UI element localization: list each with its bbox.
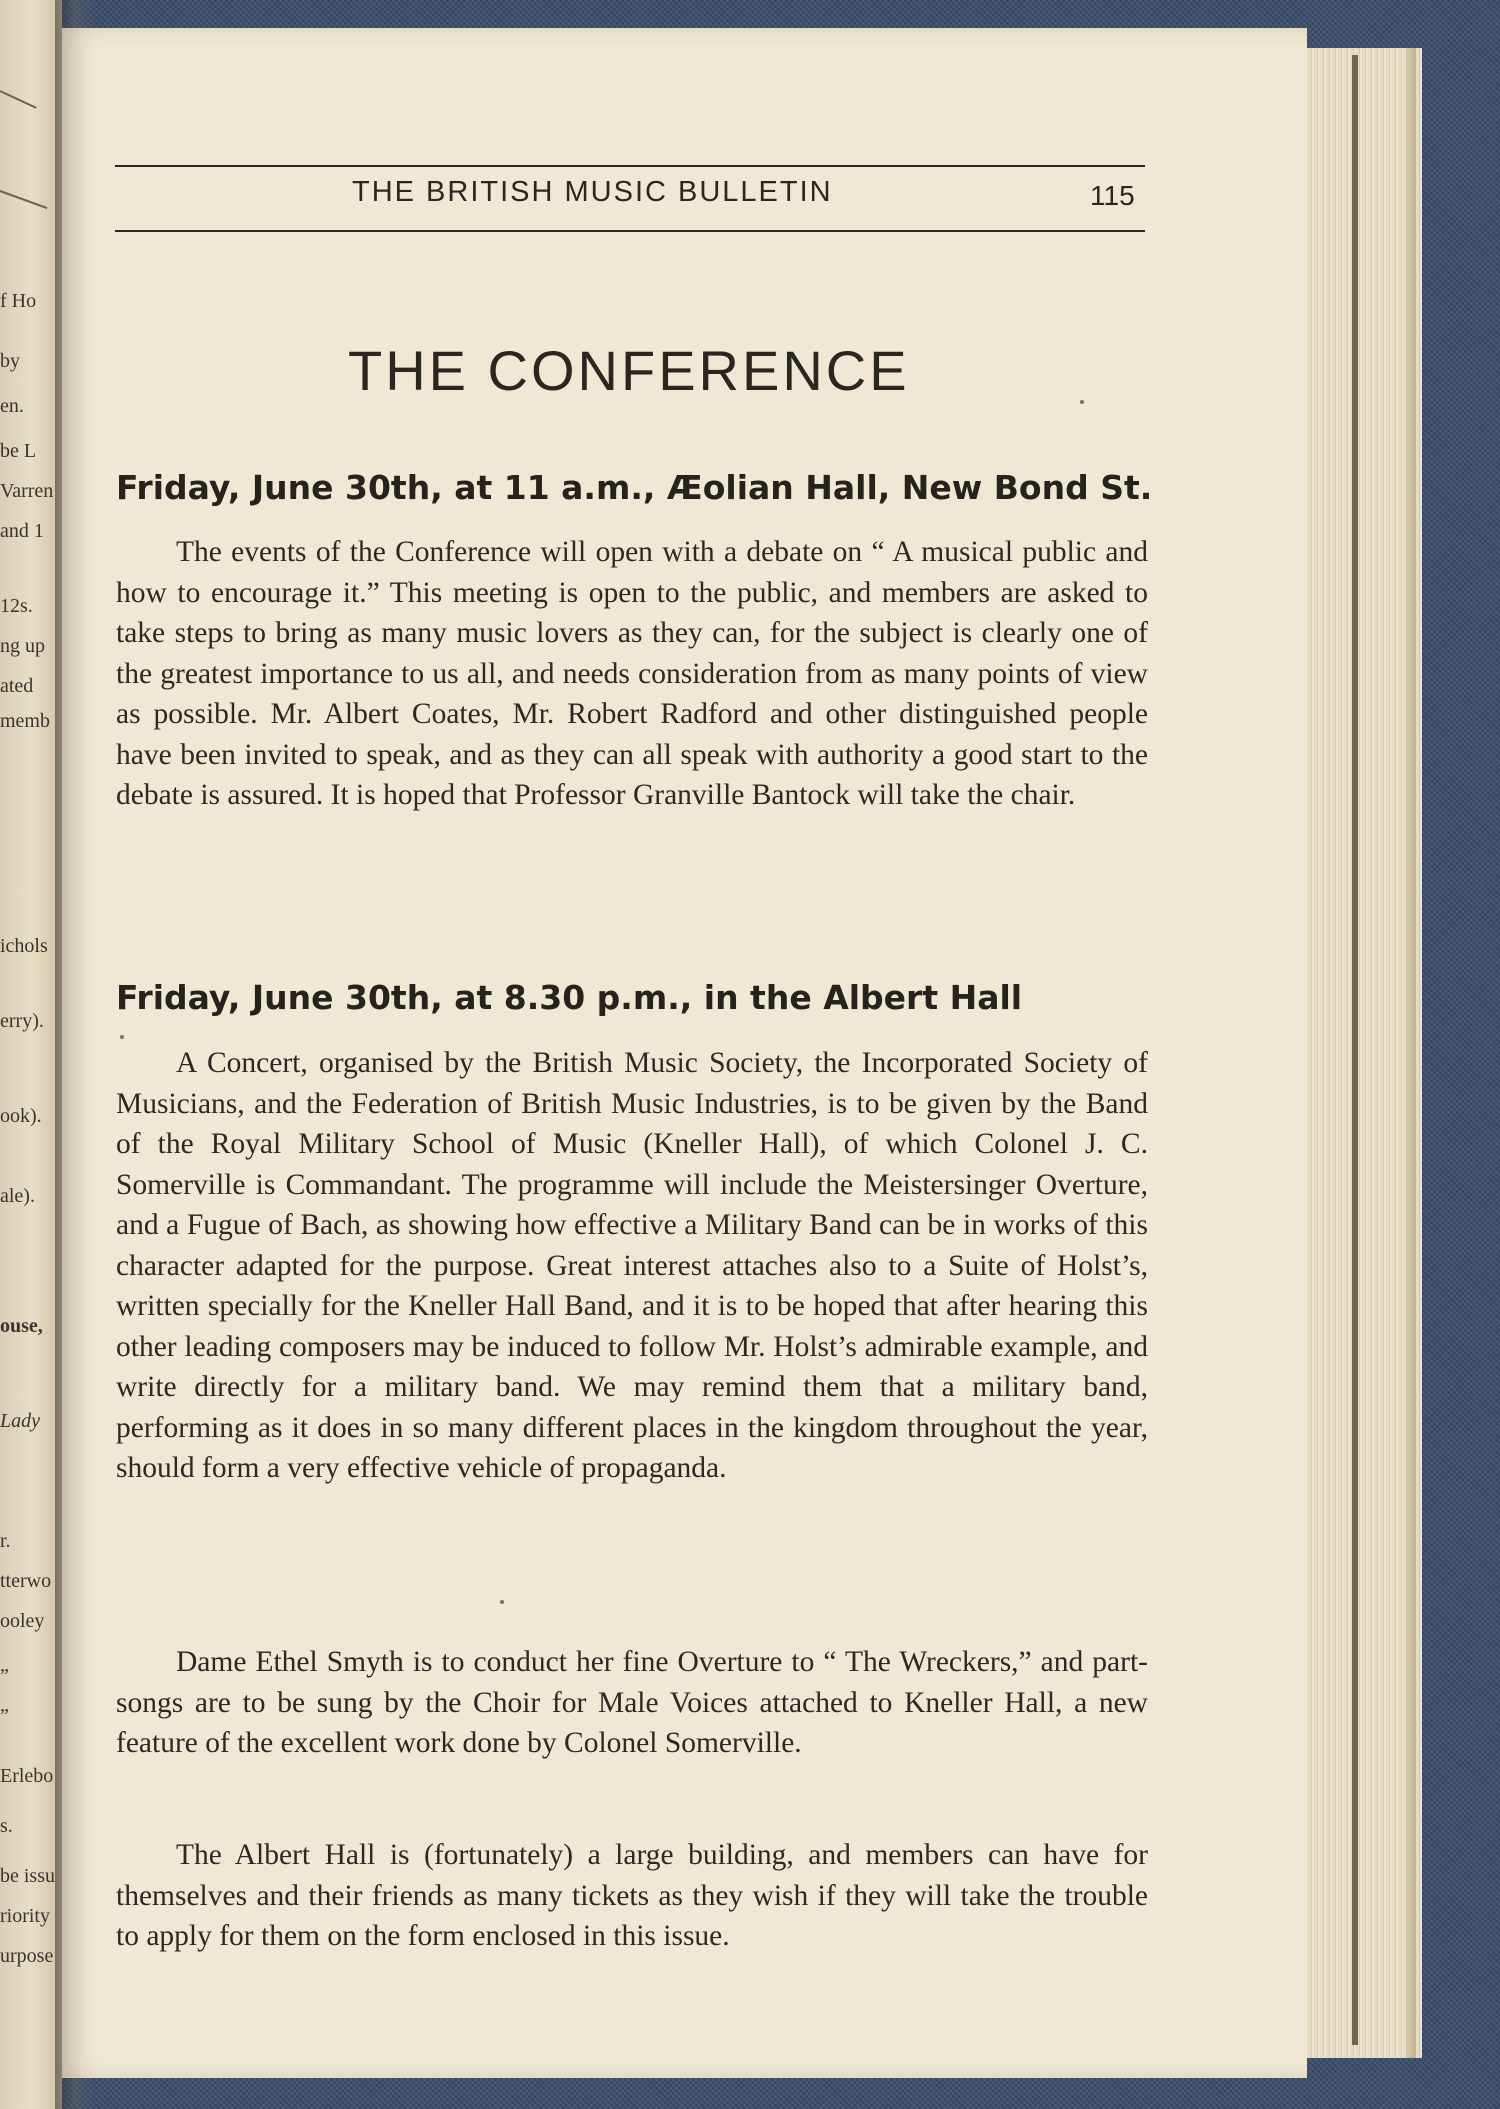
section-heading: Friday, June 30th, at 8.30 p.m., in the Albert Hall [116, 978, 1023, 1017]
left-page-fragment: ng up [0, 635, 45, 657]
left-page-fragment: and 1 [0, 520, 44, 542]
left-page-fragment: urpose [0, 1945, 54, 1967]
left-facing-page [0, 0, 62, 2109]
left-page-rule [0, 190, 47, 209]
paragraph: Dame Ethel Smyth is to conduct her fine Overture to “ The Wreckers,” and part-songs are to be sung by the Choir for Male Voices attached to Kneller Hall, a new feature of the excellent work done by Colonel Somerville. [116, 1646, 1148, 1759]
left-page-fragment: be L [0, 440, 37, 462]
left-page-fragment: ouse, [0, 1315, 43, 1337]
left-page-fragment: tterwo [0, 1570, 52, 1592]
left-page-fragment: r. [0, 1530, 11, 1552]
paragraph: The Albert Hall is (fortunately) a large building, and members can have for themselves and their friends as many tickets as they wish if they will take the trouble to apply for them on the form enclosed in this issue. [116, 1839, 1148, 1952]
left-page-fragment: ale). [0, 1185, 35, 1207]
page-fore-edge [1300, 48, 1422, 2058]
left-page-fragment: be issu [0, 1865, 55, 1887]
left-page-fragment: 12s. [0, 595, 33, 617]
left-page-fragment: ook). [0, 1105, 42, 1127]
left-page-fragment: Varren [0, 480, 54, 502]
left-page-fragment: ” [0, 1665, 9, 1687]
page-title: THE CONFERENCE [348, 339, 910, 402]
header-top-rule [115, 165, 1145, 167]
fore-edge-line [1352, 55, 1358, 2045]
left-page-fragment: ated [0, 675, 34, 697]
paper-speck [500, 1600, 504, 1604]
left-page-fragment: s. [0, 1815, 13, 1837]
paper-speck [1080, 400, 1084, 404]
left-page-fragment: erry). [0, 1010, 44, 1032]
left-page-fragment: ichols [0, 935, 48, 957]
left-page-rule [0, 90, 37, 109]
section-heading: Friday, June 30th, at 11 a.m., Æolian Hall, New Bond St. [116, 468, 1153, 507]
left-page-fragment: riority [0, 1905, 50, 1927]
running-head: THE BRITISH MUSIC BULLETIN [352, 176, 833, 208]
left-page-fragment: en. [0, 395, 24, 417]
left-page-fragment: Lady [0, 1410, 40, 1432]
left-page-fragment: ” [0, 1705, 9, 1727]
left-page-fragment: Erlebo [0, 1765, 54, 1787]
left-page-fragment: by [0, 350, 20, 372]
paragraph: A Concert, organised by the British Music Society, the Incorporated Society of Musicians, and the Federation of British Music Industries, is to be given by the Band of the Royal Military School of Music (Kneller Hall), of which Colonel J. C. Somerville is Commandant. The programme will include the Meistersinger Overture, and a Fugue of Bach, as showing how effective a Military Band can be in works of this character adapted for the purpose. Great interest attaches also to a Suite of Holst’s, written specially for the Kneller Hall Band, and it is to be hoped that after hearing this other leading composers may be induced to follow Mr. Holst’s admirable example, and write directly for a military band. We may remind them that a military band, performing as it does in so many different places in the kingdom throughout the year, should form a very effective vehicle of propaganda. [116, 1047, 1148, 1484]
left-page-fragment: ooley [0, 1610, 45, 1632]
paragraph: The events of the Conference will open with a debate on “ A musical public and how to encourage it.” This meeting is open to the public, and members are asked to take steps to bring as many music lovers as they can, for the subject is clearly one of the greatest importance to us all, and needs consideration from as many points of view as possible. Mr. Albert Coates, Mr. Robert Radford and other distinguished people have been invited to speak, and as they can all speak with authority a good start to the debate is assured. It is hoped that Professor Granville Bantock will take the chair. [116, 536, 1148, 811]
page-number: 115 [1090, 180, 1135, 211]
header-bottom-rule [115, 230, 1145, 232]
left-page-fragment: f Ho [0, 290, 37, 312]
left-page-fragment: memb [0, 710, 50, 732]
paper-speck [120, 1035, 124, 1039]
